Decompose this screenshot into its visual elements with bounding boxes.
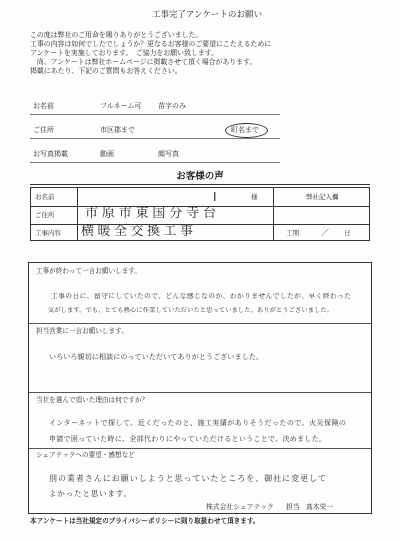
- intro-line: 尚、アンケートは弊社ホームページに掲載させて頂く場合があります。: [30, 58, 257, 66]
- selection-circle: [225, 123, 268, 138]
- name-value: I: [213, 190, 217, 204]
- question-reason: 当社を選んで頂いた理由は何ですか？: [36, 396, 149, 404]
- page-title: 工事完了アンケートのお願い: [152, 10, 262, 20]
- address-label: ご住所: [35, 211, 55, 219]
- intro-line: 工事の内容は如何でしたでしょうか？更なるお客様のご要望にこたえるために: [30, 40, 272, 48]
- intro-line: この度は弊社のご用命を賜りありがとうございました。: [30, 31, 203, 39]
- office-use-label: 弊社記入欄: [306, 193, 339, 201]
- intro-line: アンケートを実施しております。 ご協力をお願い致します。: [30, 49, 218, 57]
- table-column-divider: [273, 188, 274, 240]
- option-label: お名前: [33, 102, 54, 110]
- intro-line: 掲載にあたり、下記のご質問もお答えください。: [30, 67, 182, 75]
- intro-text: [30, 31, 271, 76]
- answer-line: いろいろ親切に相談にのっていただいてありがとうございました。: [49, 353, 263, 361]
- choice-face-photo: 顔写真: [158, 150, 179, 158]
- name-suffix: 様: [251, 193, 258, 201]
- period-separator: ／: [321, 228, 329, 237]
- answer-line: よかったと思います。: [49, 490, 131, 498]
- period-unit: 日: [344, 229, 351, 237]
- answer-line: 工事の日に、留守にしていたので、どんな感じなのか、わかりませんでしたが、早く終わった: [51, 293, 351, 300]
- option-row-name: [30, 101, 280, 115]
- work-value: 横暖全交換工事: [81, 225, 193, 239]
- table-column-divider: [77, 188, 78, 240]
- address-value: 市原市東国分寺台: [85, 207, 216, 221]
- choice-fullname: フルネーム可: [100, 102, 142, 110]
- option-row-photo: [30, 149, 280, 163]
- option-label: ご住所: [33, 126, 54, 134]
- answer-line: インターネットで探して、近くだったのと、施工実績がありそうだったので。火災保険の: [49, 419, 346, 427]
- company-name: 株式会社シェアテック: [206, 503, 274, 511]
- option-label: お写真掲載: [33, 150, 68, 158]
- answer-line: 別の業者さんにお願いしようと思っていたところを、御社に変更して: [49, 474, 326, 483]
- choice-town-level: 町名まで: [231, 126, 259, 134]
- staff-label: 担当: [286, 503, 300, 511]
- period-label: 工期: [286, 229, 299, 237]
- section-divider: [29, 323, 371, 324]
- privacy-footer: 本アンケートは当社規定のプライバシーポリシーに則り取扱わせて頂きます。: [30, 517, 260, 525]
- choice-surname-only: 苗字のみ: [158, 102, 186, 110]
- heading-rule: [30, 184, 370, 185]
- question-after-work: 工事が終わって一言お願いします。: [36, 267, 141, 275]
- customer-voice-heading: お客様の声: [176, 171, 224, 182]
- answer-line: 気がします。でも、とても熱心に作業していただいたと思っていました。ありがとうございました。: [48, 307, 333, 314]
- question-feedback: シェアテックへの要望・感想など: [36, 451, 135, 459]
- question-sales-rep: 担当営業に一言お願いします。: [36, 327, 128, 335]
- option-row-address: [30, 125, 280, 139]
- staff-name: 高木栄一: [306, 503, 334, 511]
- survey-question-box: [28, 262, 372, 514]
- answer-line: 申請で困っていた時に、全部代わりにやっていただけるということで、決めました。: [49, 435, 326, 443]
- section-divider: [29, 392, 371, 393]
- work-label: 工事内容: [35, 229, 61, 237]
- name-label: お名前: [35, 193, 55, 201]
- choice-city-level: 市区郡まで: [100, 126, 135, 134]
- section-divider: [29, 448, 371, 449]
- customer-info-table: [30, 187, 370, 241]
- choice-video: 動画: [100, 150, 114, 158]
